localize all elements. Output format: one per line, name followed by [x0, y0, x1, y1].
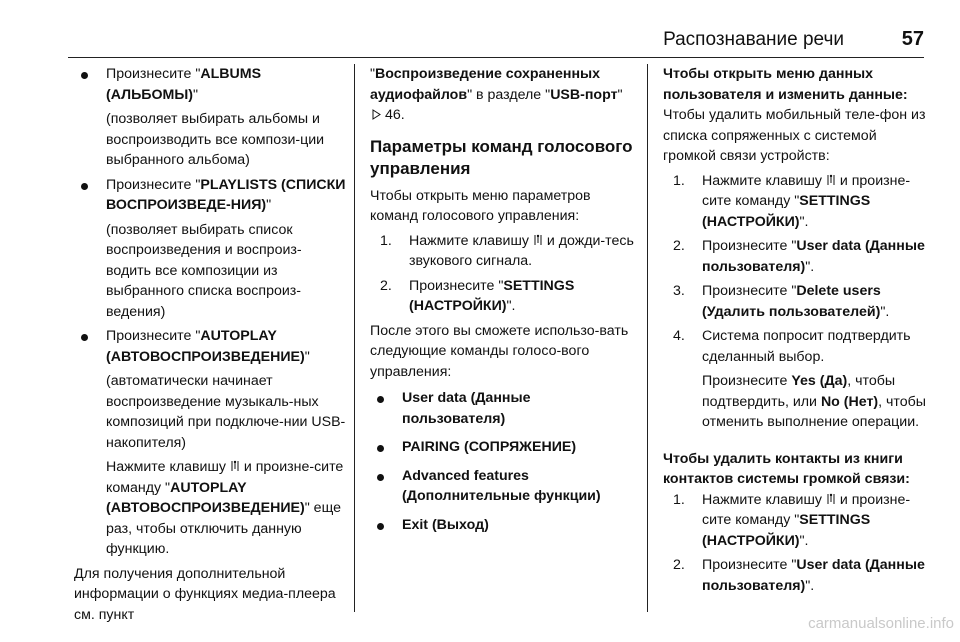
step-2 [673, 236, 933, 277]
step-2 [673, 555, 933, 596]
bullet-dot [377, 396, 384, 403]
voice-control-icon [826, 493, 836, 505]
step-number: 3. [673, 283, 685, 299]
bullet-dot [81, 183, 88, 190]
section-heading: Параметры команд голосового управления [370, 136, 633, 178]
voice-control-icon [826, 174, 836, 186]
step-text: Произнесите "User data (Данные пользователя)". [702, 238, 925, 275]
column-divider [647, 64, 648, 612]
autoplay-disable-instruction: Нажмите клавишу и произне-сите команду "AUTOPLAY (АВТОВОСПРОИЗВЕДЕНИЕ)" еще раз, чтобы отключить данную функцию. [106, 459, 344, 557]
command-playlists-description: (позволяет выбирать список воспроизведения и воспроиз-водить все композиции из выбранного списка воспроиз-ведения) [106, 221, 302, 320]
bullet-dot [377, 523, 384, 530]
step-number: 2. [673, 238, 685, 254]
step-number: 1. [673, 491, 685, 508]
bullet-autoplay [74, 326, 346, 560]
step-text: Нажмите клавишу и дожди-тесь звукового сигнала. [409, 232, 634, 269]
step-text: Нажмите клавишу и произне-сите команду "SETTINGS (НАСТРОЙКИ)". [702, 491, 911, 549]
voice-control-icon [230, 460, 240, 472]
page-header [0, 30, 960, 58]
step-number: 1. [673, 172, 685, 189]
bullet-dot [81, 334, 88, 341]
option-user-data: User data (Данные пользователя) [370, 388, 635, 429]
confirm-instruction: Произнесите Yes (Да), чтобы подтвердить, или No (Нет), чтобы отменить выполнение операции. [702, 373, 926, 430]
page-reference-arrow-icon [372, 109, 381, 120]
command-playlists: Произнесите "PLAYLISTS (СПИСКИ ВОСПРОИЗВЕДЕ-НИЯ)" [106, 176, 346, 213]
step-number: 2. [380, 277, 392, 294]
step-1 [673, 171, 933, 233]
bullet-playlists [74, 175, 346, 323]
bullet-albums [74, 64, 346, 171]
step-text: Произнесите "Delete users (Удалить пользователей)". [702, 283, 890, 320]
option-pairing: PAIRING (СОПРЯЖЕНИЕ) [370, 437, 635, 458]
column-3 [663, 64, 933, 600]
cross-reference: "Воспроизведение сохраненных аудиофайлов" в разделе "USB-порт" 46. [370, 66, 623, 123]
page-number: 57 [901, 28, 924, 50]
column-1 [74, 64, 346, 625]
command-albums: Произнесите "ALBUMS (АЛЬБОМЫ)" [106, 66, 262, 103]
step-number: 1. [380, 232, 392, 249]
option-exit: Exit (Выход) [370, 515, 635, 536]
option-advanced-features: Advanced features (Дополнительные функции) [370, 466, 635, 507]
command-autoplay: Произнесите "AUTOPLAY (АВТОВОСПРОИЗВЕДЕНИЕ)" [106, 328, 310, 365]
step-3 [673, 281, 933, 322]
delete-phone-intro: Чтобы удалить мобильный теле-фон из списка сопряженных с системой громкой связи устройств: [663, 107, 926, 164]
column-divider [354, 64, 355, 612]
step-number: 2. [673, 557, 685, 573]
subheading-delete-contacts: Чтобы удалить контакты из книги контактов системы громкой связи: [663, 450, 910, 487]
watermark: carmanualsonline.info [808, 614, 954, 632]
step-4 [673, 326, 933, 433]
column-2 [370, 64, 635, 535]
intro-text: Чтобы открыть меню параметров команд голосового управления: [370, 187, 591, 224]
after-text: После этого вы сможете использо-вать следующие команды голосо-вого управления: [370, 322, 629, 380]
command-albums-description: (позволяет выбирать альбомы и воспроизводить все компози-ции выбранного альбома) [106, 111, 325, 168]
voice-control-icon [533, 234, 543, 246]
step-text: Произнесите "SETTINGS (НАСТРОЙКИ)". [409, 277, 575, 314]
step-2 [380, 276, 635, 317]
subheading-user-data: Чтобы открыть меню данных пользователя и изменить данные: [663, 66, 908, 103]
bullet-dot [377, 474, 384, 481]
step-text: Произнесите "User data (Данные пользователя)". [702, 557, 925, 594]
step-1 [380, 231, 635, 272]
step-text: Система попросит подтвердить сделанный выбор. [702, 328, 911, 365]
bullet-dot [377, 445, 384, 452]
step-1 [673, 490, 933, 552]
page-title: Распознавание речи [663, 29, 844, 50]
command-autoplay-description: (автоматически начинает воспроизведение музыкаль-ных композиций при подключе-нии USB-накопителя) [106, 373, 346, 451]
header-rule [68, 57, 924, 58]
bullet-dot [81, 72, 88, 79]
step-text: Нажмите клавишу и произне-сите команду "SETTINGS (НАСТРОЙКИ)". [702, 172, 911, 230]
step-number: 4. [673, 328, 685, 344]
closing-paragraph: Для получения дополнительной информации о функциях медиа-плеера см. пункт [74, 565, 336, 623]
